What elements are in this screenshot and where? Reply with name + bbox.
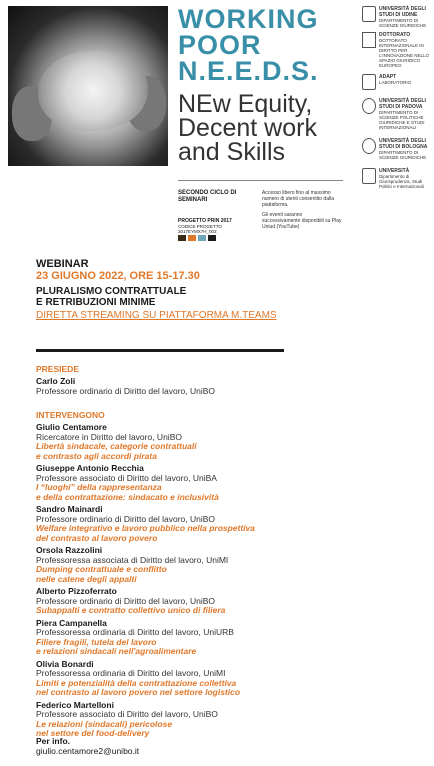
logo-adapt [362, 74, 432, 90]
talk-title: I “luoghi” della rappresentanza [36, 482, 162, 492]
chair-section [36, 364, 416, 396]
topic-line-1: PLURALISMO CONTRATTUALE [36, 286, 187, 297]
swatch [178, 235, 186, 241]
divider [178, 180, 343, 181]
logo-unibo [362, 138, 432, 160]
logo-uniurb [362, 168, 432, 189]
talk-title: nel settore del food-delivery [36, 728, 150, 738]
adapt-icon [362, 74, 376, 90]
talk-title: e contrasto agli accordi pirata [36, 450, 157, 461]
speaker-item [36, 660, 416, 698]
section-divider [36, 349, 284, 352]
padova-seal-icon [362, 98, 376, 114]
logo-sub: DIPARTIMENTO DI SCIENZE POLITICHE GIURIDICHE E STUDI INTERNAZIONALI [379, 110, 425, 130]
chair-name: Carlo Zoli [36, 376, 76, 386]
event-type: WEBINAR [36, 258, 89, 270]
speaker-item [36, 587, 416, 616]
talk-title: Subappalti e contratto collettivo unico di filiera [36, 605, 226, 615]
logo-sub: DIPARTIMENTO DI SCIENZE GIURIDICHE [379, 18, 427, 28]
seminar-cycle: SECONDO CICLO DI SEMINARI [178, 190, 237, 203]
university-seal-icon [362, 6, 376, 22]
speaker-name: Sandro Mainardi [36, 504, 103, 514]
talk-title: nelle catene degli appalti [36, 573, 137, 584]
talk-title: e relazioni sindacali nell'agroalimentare [36, 646, 197, 656]
talk-title: Dumping contrattuale e conflitto [36, 564, 167, 574]
info-label: Per info. [36, 736, 71, 746]
talk-title: Limiti e potenzialità della contrattazione collettiva [36, 677, 237, 688]
title-line-3: N.E.E.D.S. [178, 56, 319, 86]
subtitle [178, 92, 358, 164]
info-email[interactable]: giulio.centamore2@unibo.it [36, 746, 140, 756]
speaker-list [36, 423, 416, 739]
speaker-role: Professoressa ordinaria di Diritto del lavoro, UniURB [36, 627, 234, 637]
title-line-1: WORKING [178, 4, 319, 34]
speaker-role: Professore ordinario di Diritto del lavoro, UniBO [36, 513, 216, 524]
logo-name: UNIVERSITÀ [379, 168, 410, 174]
title-line-2: POOR [178, 30, 262, 60]
speakers-section [36, 410, 416, 739]
talk-title: nel contrasto al lavoro povero nel settore logistico [36, 687, 241, 697]
color-swatches [178, 235, 216, 241]
logo-dottorato [362, 32, 432, 68]
event-topic [36, 286, 396, 308]
speaker-name: Orsola Razzolini [36, 545, 103, 555]
prin-project [178, 218, 253, 234]
talk-title: Filiere fragili, tutela del lavoro [36, 636, 157, 647]
speaker-item [36, 423, 416, 461]
logo-sub: DIPARTIMENTO DI SCIENZE GIURIDICHE [379, 150, 427, 160]
bologna-seal-icon [362, 138, 376, 154]
swatch [198, 235, 206, 241]
recording-note: Gli eventi saranno successivamente disponibili su Play Uniud (YouTube) [262, 212, 342, 230]
speaker-name: Olivia Bonardi [36, 658, 94, 669]
speaker-role: Professoressa ordinaria di Diritto del lavoro, UniMI [36, 668, 226, 678]
talk-title: Le relazioni (sindacali) pericolose [36, 718, 173, 729]
speaker-name: Giuseppe Antonio Recchia [36, 463, 144, 473]
logo-sub: Dipartimento di Giurisprudenza, Studi Politici e Internazionali [379, 174, 424, 189]
speaker-role: Professoressa associata di Diritto del lavoro, UniMI [36, 554, 229, 565]
talk-title: Welfare integrativo e lavoro pubblico nella prospettiva [36, 523, 256, 533]
speaker-role: Professore associato di Diritto del lavoro, UniBO [36, 709, 218, 719]
access-notes [262, 190, 342, 230]
talk-title: Libertà sindacale, categorie contrattuali [36, 441, 197, 451]
prin-title: PROGETTO PRIN 2017 [178, 218, 232, 224]
subtitle-line-2: Decent work [178, 114, 317, 142]
speaker-item [36, 464, 416, 502]
doctorate-icon [362, 32, 376, 48]
speaker-item [36, 701, 416, 739]
logo-sub: DOTTORATO INTERNAZIONALE IN DIRITTO PER L'INNOVAZIONE NELLO SPAZIO GIURIDICO EUROPEO [379, 38, 430, 68]
speaker-role: Ricercatore in Diritto del lavoro, UniBO [36, 431, 182, 442]
logo-name: UNIVERSITÀ DEGLI STUDI DI BOLOGNA [379, 138, 428, 150]
speaker-name: Piera Campanella [36, 617, 107, 628]
speaker-role: Professore associato di Diritto del lavoro, UniBA [36, 472, 217, 483]
logo-name: UNIVERSITÀ DEGLI STUDI DI PADOVA [379, 98, 426, 110]
logo-sub: LABORATORIO [379, 80, 412, 85]
contact-info [36, 736, 139, 756]
swatch [188, 235, 196, 241]
crest-icon [362, 168, 376, 184]
access-note: Accesso libero fino al massimo numero di utenti consentito dalla piattaforma. [262, 190, 334, 208]
partner-logos [362, 6, 432, 193]
streaming-link[interactable]: DIRETTA STREAMING SU PIATTAFORMA M.TEAMS [36, 310, 277, 321]
event-info [36, 258, 396, 322]
speaker-role: Professore ordinario di Diritto del lavoro, UniBO [36, 595, 216, 606]
talk-title: e della contrattazione: sindacato e inclusività [36, 491, 219, 502]
talk-title: del contrasto al lavoro povero [36, 532, 158, 543]
event-title-block [178, 6, 358, 164]
prin-code: CODICE PROGETTO 2017EYMX7H_003 [178, 224, 222, 234]
logo-unipd [362, 98, 432, 130]
subtitle-line-3: and Skills [178, 138, 285, 166]
logo-name: DOTTORATO [379, 32, 411, 38]
speaker-name: Federico Martelloni [36, 699, 114, 710]
speaker-name: Alberto Pizzoferrato [36, 586, 117, 596]
chair-heading: PRESIEDE [36, 364, 79, 374]
logo-uniud [362, 6, 432, 28]
speaker-item [36, 619, 416, 657]
speaker-item [36, 505, 416, 543]
logo-name: UNIVERSITÀ DEGLI STUDI DI UDINE [379, 6, 426, 18]
speaker-item [36, 546, 416, 584]
swatch [208, 235, 216, 241]
event-date: 23 GIUGNO 2022, ORE 15-17.30 [36, 270, 200, 282]
topic-line-2: E RETRIBUZIONI MINIME [36, 297, 156, 308]
speaker-name: Giulio Centamore [36, 422, 107, 432]
logo-name: ADAPT [379, 74, 397, 80]
chair-role: Professore ordinario di Diritto del lavoro, UniBO [36, 385, 216, 396]
subtitle-line-1: NEw Equity, [178, 90, 313, 118]
cover-photo-bread-hands [8, 6, 168, 166]
speakers-heading: INTERVENGONO [36, 410, 105, 420]
